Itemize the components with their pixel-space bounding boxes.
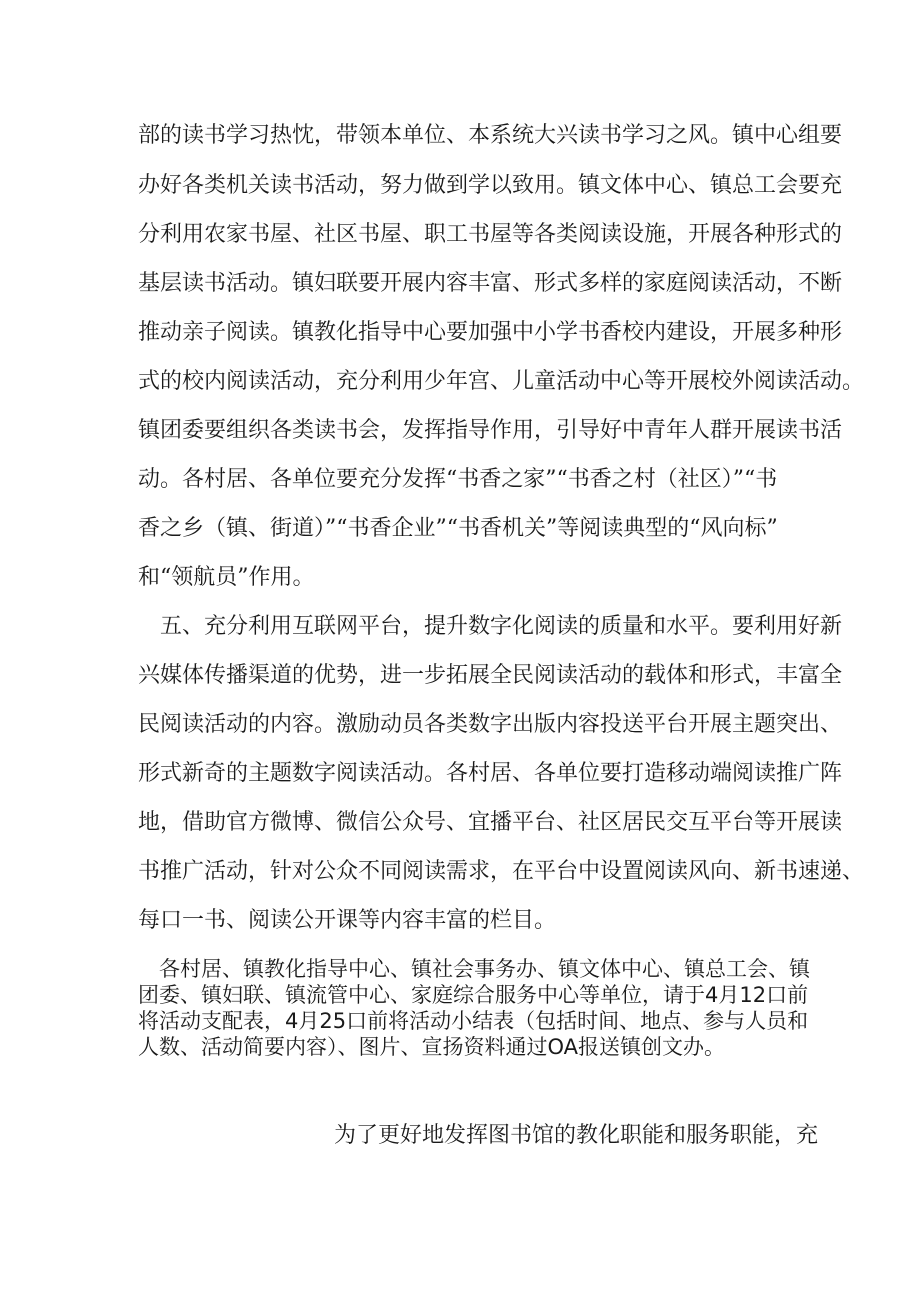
- text-line: 各村居、镇教化指导中心、镇社会事务办、镇文体中心、镇总工会、镇: [138, 957, 810, 981]
- text-line: 地，借助官方微博、微信公众号、宜播平台、社区居民交互平台等开展读: [138, 810, 843, 835]
- text-line: 镇团委要组织各类读书会，发挥指导作用，引导好中青年人群开展读书活: [138, 418, 843, 443]
- text-line: 推动亲子阅读。镇教化指导中心要加强中小学书香校内建设，开展多种形: [138, 320, 843, 345]
- text-line: 香之乡（镇、街道）”“书香企业”“书香机关”等阅读典型的“风向标”: [138, 516, 778, 541]
- text-line: 为了更好地发挥图书馆的教化职能和服务职能，充: [334, 1123, 819, 1148]
- text-line: 民阅读活动的内容。激励动员各类数字出版内容投送平台开展主题突出、: [138, 712, 843, 737]
- text-line: 兴媒体传播渠道的优势，进一步拓展全民阅读活动的载体和形式，丰富全: [138, 663, 843, 688]
- text-line: 每口一书、阅读公开课等内容丰富的栏目。: [138, 908, 557, 933]
- text-line: 形式新奇的主题数字阅读活动。各村居、各单位要打造移动端阅读推广阵: [138, 761, 843, 786]
- text-line: 式的校内阅读活动，充分利用少年宫、儿童活动中心等开展校外阅读活动。: [138, 369, 865, 394]
- text-line: 将活动支配表，4月25口前将活动小结表（包括时间、地点、参与人员和: [138, 1009, 809, 1033]
- text-line: 和“领航员”作用。: [138, 565, 315, 590]
- text-line: 分利用农家书屋、社区书屋、职工书屋等各类阅读设施，开展各种形式的: [138, 222, 843, 247]
- text-line: 人数、活动简要内容）、图片、宣扬资料通过OA报送镇创文办。: [138, 1035, 726, 1059]
- text-line: 团委、镇妇联、镇流管中心、家庭综合服务中心等单位，请于4月12口前: [138, 983, 809, 1007]
- text-line: 动。各村居、各单位要充分发挥“书香之家”“书香之村（社区）”“书: [138, 467, 778, 492]
- text-line: 部的读书学习热忱，带领本单位、本系统大兴读书学习之风。镇中心组要: [138, 123, 843, 148]
- text-line: 基层读书活动。镇妇联要开展内容丰富、形式多样的家庭阅读活动，不断: [138, 271, 843, 296]
- text-line: 书推广活动，针对公众不同阅读需求，在平台中设置阅读风向、新书速递、: [138, 859, 865, 884]
- text-line: 五、充分利用互联网平台，提升数字化阅读的质量和水平。要利用好新: [138, 614, 843, 639]
- text-line: 办好各类机关读书活动，努力做到学以致用。镇文体中心、镇总工会要充: [138, 173, 843, 198]
